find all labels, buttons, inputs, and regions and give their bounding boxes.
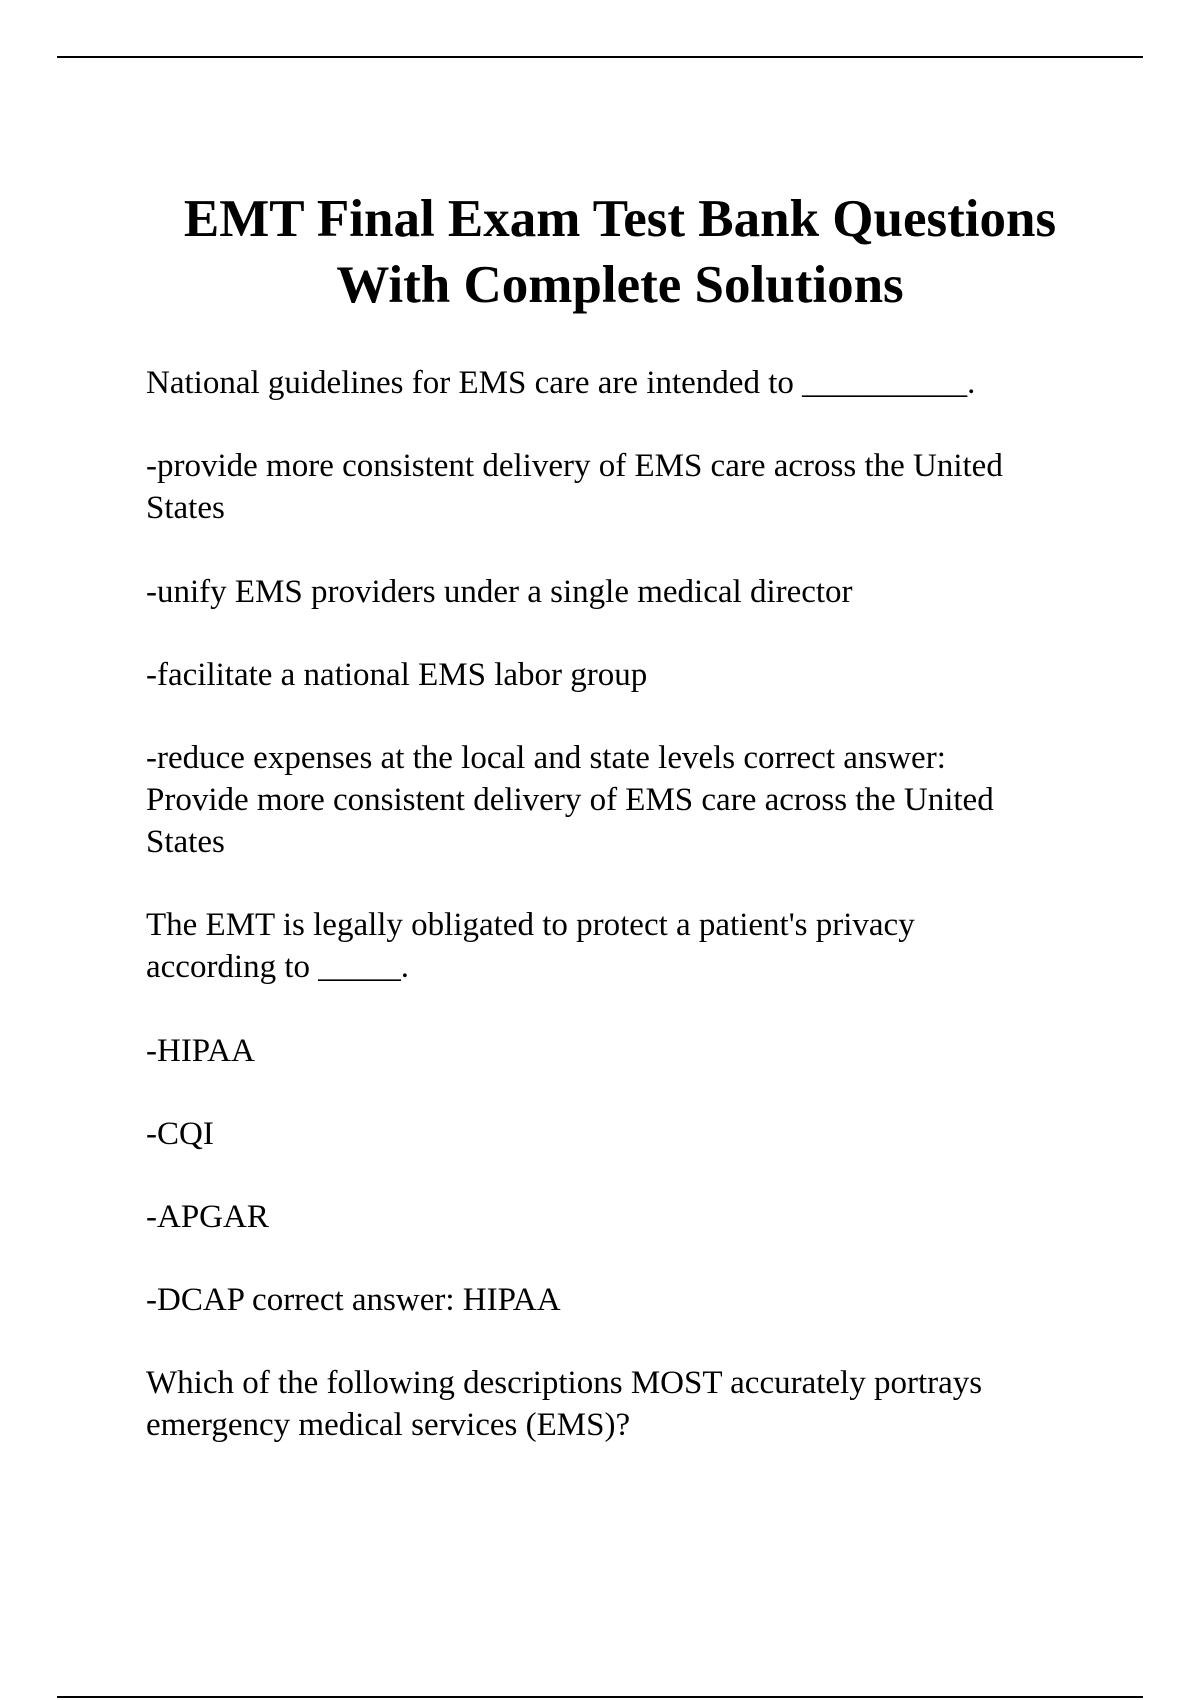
question-2-option-b [146,1113,1146,1155]
title-line: With Complete Solutions [336,256,904,314]
question-2-option-a [146,1030,1146,1072]
text-line: States [146,824,225,860]
title-line: EMT Final Exam Test Bank Questions [183,190,1057,248]
text-line: The EMT is legally obligated to protect a patient's privacy [146,907,915,943]
text-line: emergency medical services (EMS)? [146,1407,631,1443]
text-line: States [146,490,225,526]
question-1-option-d-answer [146,737,1146,863]
top-rule [57,56,1143,58]
text-line: Provide more consistent delivery of EMS care across the United [146,782,994,818]
text-line: -unify EMS providers under a single medical director [146,574,853,610]
text-line: -CQI [146,1116,214,1152]
text-line: -DCAP correct answer: HIPAA [146,1282,561,1318]
question-1-option-a [146,445,1146,529]
text-line: Which of the following descriptions MOST accurately portrays [146,1365,983,1401]
bottom-rule [57,1696,1143,1698]
text-line: -HIPAA [146,1033,255,1069]
text-line: -APGAR [146,1199,269,1235]
question-1-option-c [146,654,1146,696]
question-2-stem [146,904,1146,988]
question-1-option-b [146,571,1146,613]
text-line: -facilitate a national EMS labor group [146,657,648,693]
question-3-stem [146,1362,1146,1446]
text-line: -reduce expenses at the local and state levels correct answer: [146,740,946,776]
text-line: -provide more consistent delivery of EMS care across the United [146,448,1003,484]
text-line: National guidelines for EMS care are intended to __________. [146,365,976,401]
document-title [100,186,1140,318]
question-1-stem [146,362,1146,404]
question-2-option-c [146,1196,1146,1238]
question-2-option-d-answer [146,1279,1146,1321]
text-line: according to _____. [146,949,410,985]
